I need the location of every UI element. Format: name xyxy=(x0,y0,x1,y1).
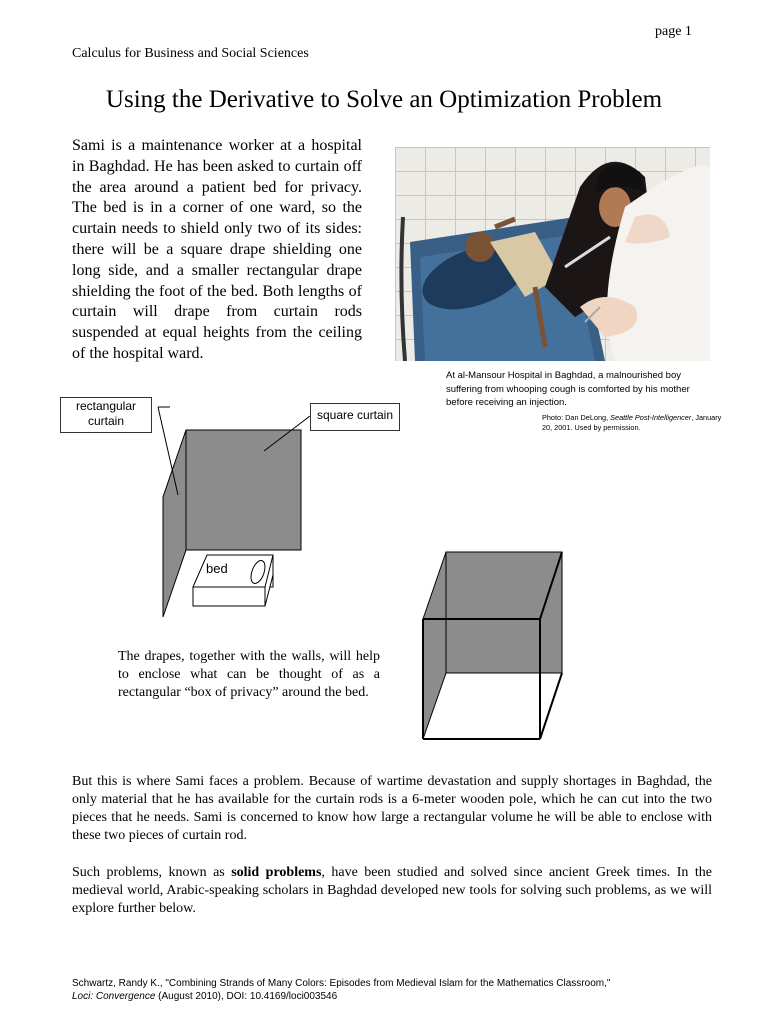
photo-caption: At al-Mansour Hospital in Baghdad, a malnourished boy suffering from whooping cough is comforted by his mother before receiving an injection. xyxy=(446,370,690,408)
footer-line-2 xyxy=(72,991,712,1004)
solid-text-after: , have been studied and solved since ancient Greek times. In the medieval world, Arabic-speaking scholars in Baghdad developed new tools for solving such problems, as we will explore further below. xyxy=(72,865,712,916)
citation-footer xyxy=(72,978,712,1003)
rectangular-curtain-label: rectangular curtain xyxy=(60,397,152,433)
credit-source: Seattle Post-Intelligencer xyxy=(610,413,692,422)
bed-label: bed xyxy=(206,561,228,576)
privacy-box-diagram xyxy=(400,540,580,750)
solid-problems-paragraph xyxy=(72,864,712,918)
solid-problems-term: solid problems xyxy=(231,865,322,880)
footer-line-1: Schwartz, Randy K., "Combining Strands of Many Colors: Episodes from Medieval Islam for the Mathematics Classroom," xyxy=(72,978,611,989)
square-curtain-label: square curtain xyxy=(310,403,400,431)
box-paragraph: The drapes, together with the walls, will help to enclose what can be thought of as a rectangular “box of privacy” around the bed. xyxy=(118,649,380,700)
credit-prefix: Photo: Dan DeLong, xyxy=(542,413,611,422)
photo-credit xyxy=(542,413,732,432)
page-title: Using the Derivative to Solve an Optimization Problem xyxy=(105,86,663,113)
hospital-photo xyxy=(395,147,710,361)
solid-text-before: Such problems, known as xyxy=(72,865,232,880)
footer-doi: (August 2010), DOI: 10.4169/loci003546 xyxy=(155,990,338,1002)
curtain-diagram xyxy=(75,395,410,625)
footer-journal: Loci: Convergence xyxy=(72,990,156,1002)
page-number: page 1 xyxy=(655,24,692,39)
intro-paragraph: Sami is a maintenance worker at a hospital in Baghdad. He has been asked to curtain off the area around a patient bed for privacy. The bed is in a corner of one ward, so the curtain needs to shield only two of its sides: there will be a square drape shielding one long side, and a smaller rectangular drape shielding the foot of the bed. Both lengths of curtain will drape from curtain rods suspended at equal heights from the ceiling of the hospital ward. xyxy=(72,137,362,362)
problem-paragraph: But this is where Sami faces a problem. Because of wartime devastation and supply shortages in Baghdad, the only material that he has available for the curtain rods is a 6-meter wooden pole, which he can cut into the two pieces that he needs. Sami is concerned to know how large a rectangular volume he will be able to enclose with these two pieces of curtain rod. xyxy=(72,774,712,843)
course-title: Calculus for Business and Social Sciences xyxy=(72,46,309,61)
credit-suffix: , January 20, 2001. Used by permission. xyxy=(542,413,722,432)
